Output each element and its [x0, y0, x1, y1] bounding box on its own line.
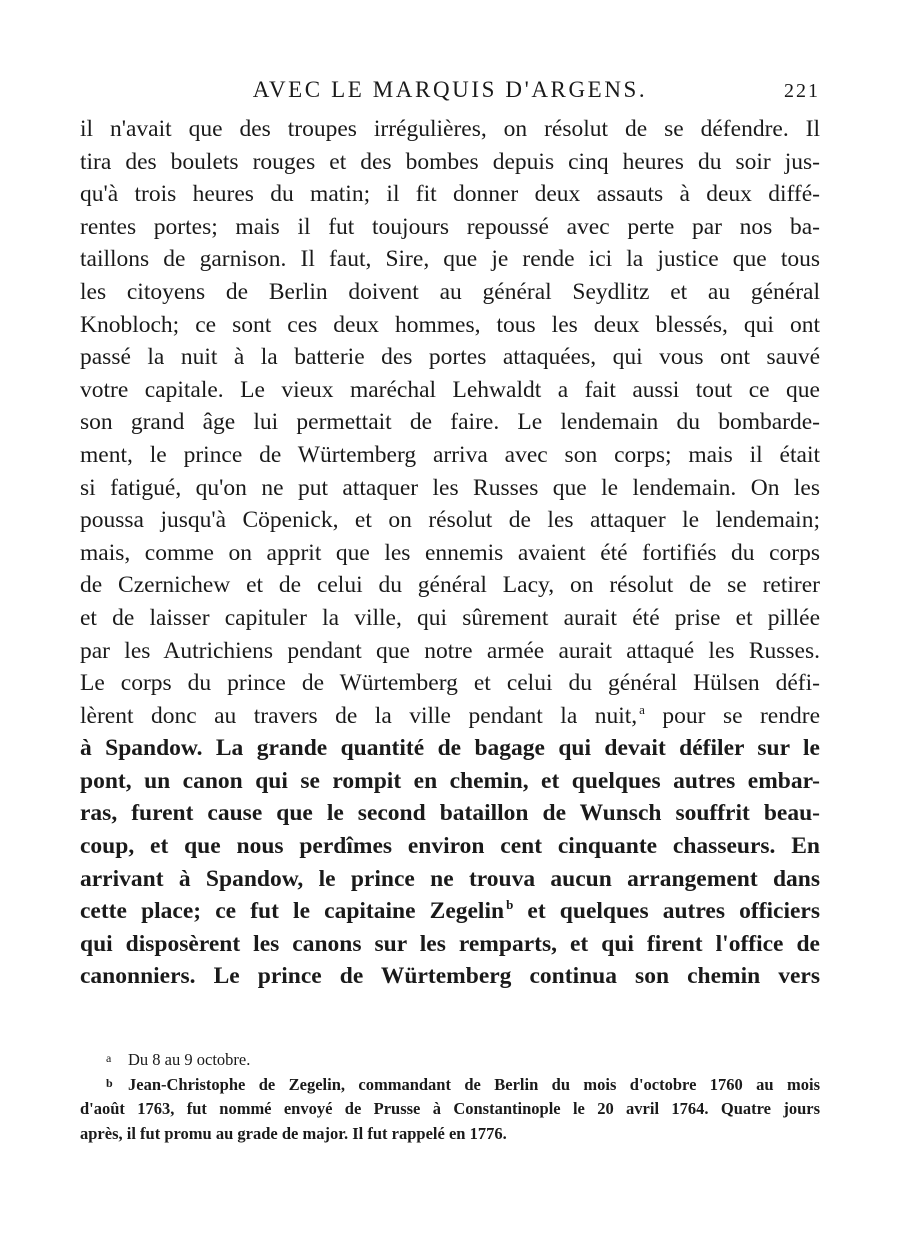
body-line-25: [80, 895, 820, 928]
body-line-18: Le corps du prince de Würtemberg et celui du général Hülsen défi-: [80, 670, 820, 697]
footnote-a-text: Du 8 au 9 octobre.: [128, 1050, 251, 1069]
footnote-b-line-3: après, il fut promu au grade de major. Il fut rappelé en 1776.: [80, 1124, 507, 1143]
body-line-12: si fatigué, qu'on ne put attaquer les Russes que le lendemain. On les: [80, 474, 820, 501]
body-line-13: poussa jusqu'à Cöpenick, et on résolut de les attaquer le lendemain;: [80, 507, 820, 534]
body-line-23: coup, et que nous perdîmes environ cent cinquante chasseurs. En: [80, 833, 820, 860]
footnote-b-text-1: Jean-Christophe de Zegelin, commandant de Berlin du mois d'octobre 1760 au mois: [128, 1075, 820, 1094]
body-line-11: ment, le prince de Würtemberg arriva avec son corps; mais il était: [80, 441, 820, 468]
body-line-10: son grand âge lui permettait de faire. Le lendemain du bombarde-: [80, 409, 820, 436]
footnote-b-line-2: d'août 1763, fut nommé envoyé de Prusse à Constantinople le 20 avril 1764. Quatre jours: [80, 1099, 820, 1118]
body-line-24: arrivant à Spandow, le prince ne trouva aucun arrangement dans: [80, 865, 820, 892]
body-line-27: canonniers. Le prince de Würtemberg continua son chemin vers: [80, 963, 820, 990]
body-line-7: Knobloch; ce sont ces deux hommes, tous les deux blessés, qui ont: [80, 311, 820, 338]
footnote-a-reference[interactable]: a: [639, 701, 645, 717]
running-head: [80, 74, 820, 106]
footnotes: [80, 1046, 820, 1146]
body-line-26: qui disposèrent les canons sur les remparts, et qui firent l'office de: [80, 930, 820, 957]
body-line-6: les citoyens de Berlin doivent au général Seydlitz et au général: [80, 278, 820, 305]
footnote-a-marker: a: [106, 1051, 112, 1065]
body-line-14: mais, comme on apprit que les ennemis avaient été fortifiés du corps: [80, 539, 820, 566]
page-number: 221: [784, 80, 820, 102]
body-line-19: [80, 700, 820, 733]
body-line-19-start: lèrent donc au travers de la ville pendant la nuit,: [80, 702, 638, 729]
body-line-3: qu'à trois heures du matin; il fit donner deux assauts à deux diffé-: [80, 181, 820, 208]
body-line-25-start: cette place; ce fut le capitaine Zegelin: [80, 898, 505, 925]
running-title: AVEC LE MARQUIS D'ARGENS.: [252, 77, 648, 102]
footnote-b-reference[interactable]: b: [506, 897, 514, 913]
body-line-25-end: et quelques autres officiers: [527, 898, 820, 925]
body-line-9: votre capitale. Le vieux maréchal Lehwaldt a fait aussi tout ce que: [80, 376, 820, 403]
body-line-2: tira des boulets rouges et des bombes depuis cinq heures du soir jus-: [80, 148, 820, 175]
body-line-16: et de laisser capituler la ville, qui sûrement aurait été prise et pillée: [80, 604, 820, 631]
body-line-22: ras, furent cause que le second bataillon de Wunsch souffrit beau-: [80, 800, 820, 827]
footnote-b-line-1: [80, 1071, 820, 1096]
body-text: [80, 113, 820, 993]
body-line-4: rentes portes; mais il fut toujours repoussé avec perte par nos ba-: [80, 213, 820, 240]
body-line-8: passé la nuit à la batterie des portes attaquées, qui vous ont sauvé: [80, 344, 820, 371]
footnote-a: [80, 1046, 820, 1071]
body-line-19-end: pour se rendre: [662, 702, 820, 729]
body-line-20: à Spandow. La grande quantité de bagage qui devait défiler sur le: [80, 735, 820, 762]
body-line-15: de Czernichew et de celui du général Lacy, on résolut de se retirer: [80, 572, 820, 599]
body-line-17: par les Autrichiens pendant que notre armée aurait attaqué les Russes.: [80, 637, 820, 664]
body-line-5: taillons de garnison. Il faut, Sire, que je rende ici la justice que tous: [80, 246, 820, 273]
body-line-1: il n'avait que des troupes irrégulières, on résolut de se défendre. Il: [80, 116, 820, 142]
body-line-21: pont, un canon qui se rompit en chemin, et quelques autres embar-: [80, 767, 820, 794]
footnote-b-marker: b: [106, 1076, 113, 1090]
